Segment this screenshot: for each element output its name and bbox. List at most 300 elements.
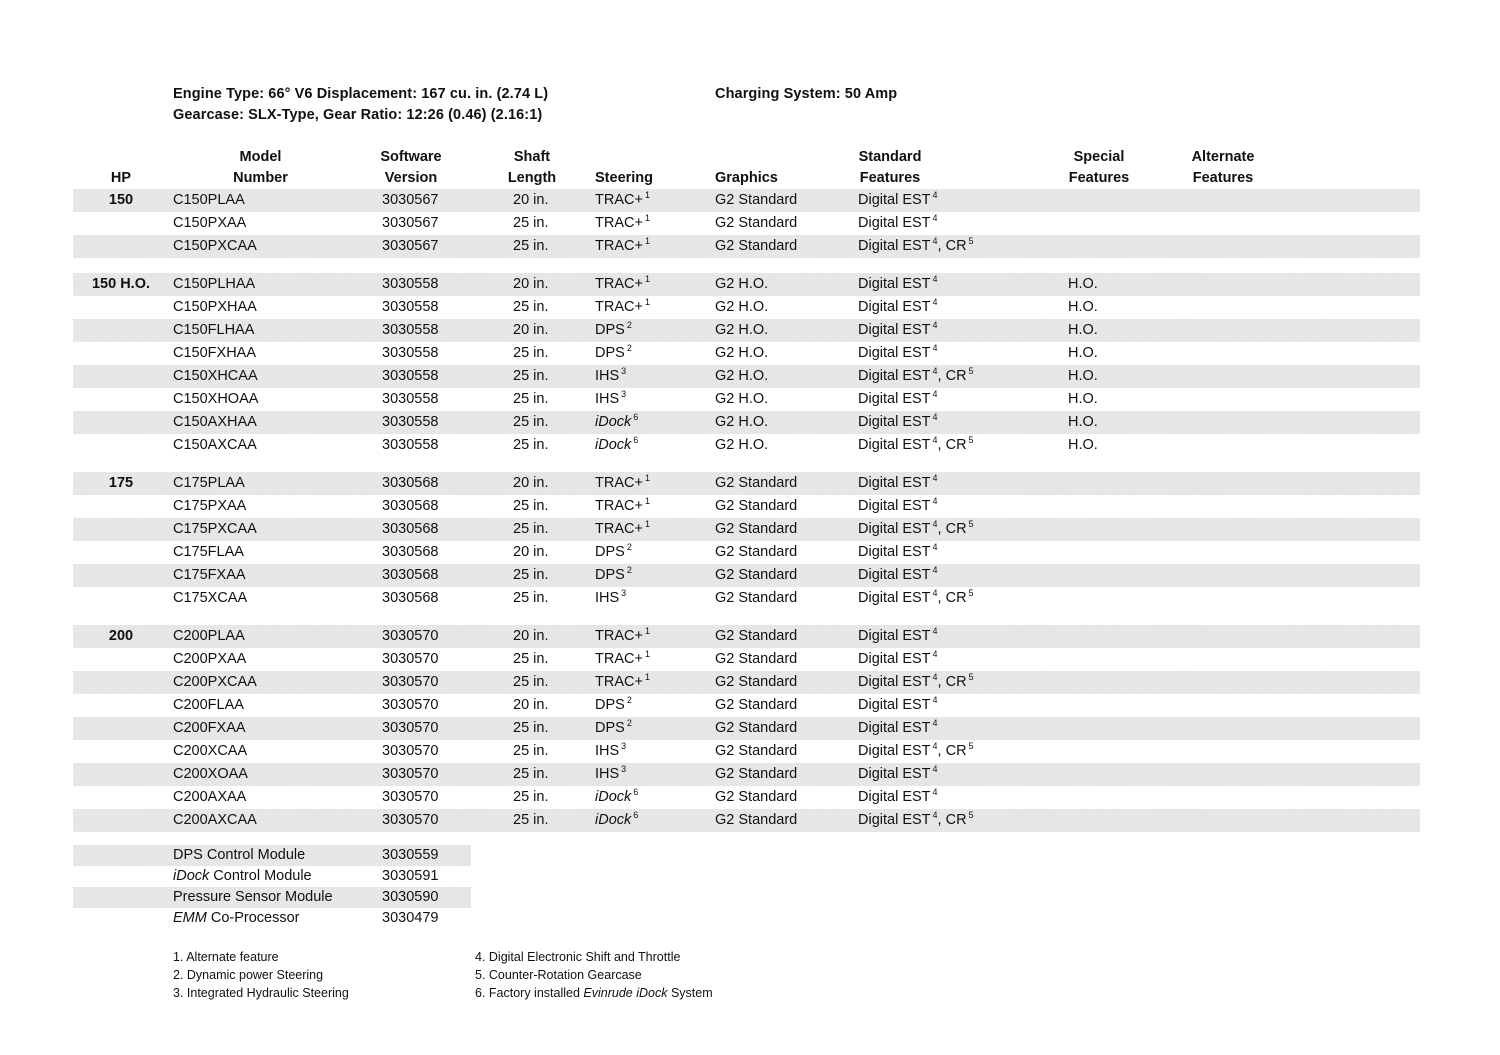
model-number-cell: C200PXAA bbox=[173, 651, 247, 667]
standard-features-cell bbox=[858, 411, 938, 434]
table-row bbox=[73, 694, 1420, 717]
col-model-line1: Model bbox=[239, 149, 282, 165]
steering-footnote-ref: 1 bbox=[644, 496, 650, 506]
standard-features-cell bbox=[858, 235, 974, 258]
col-alternate-line2: Features bbox=[1192, 170, 1254, 186]
standard-footnote-ref: 4 bbox=[932, 412, 938, 422]
cr-footnote-ref: 5 bbox=[968, 741, 974, 751]
graphics-cell: G2 H.O. bbox=[715, 299, 769, 315]
module-name-text: Pressure Sensor Module bbox=[173, 889, 333, 905]
shaft-length-cell: 25 in. bbox=[513, 391, 549, 407]
special-features-cell: H.O. bbox=[1068, 414, 1098, 430]
cr-footnote-ref: 5 bbox=[968, 236, 974, 246]
shaft-length-cell: 25 in. bbox=[513, 498, 549, 514]
software-version-cell: 3030568 bbox=[382, 590, 439, 606]
software-version-cell: 3030568 bbox=[382, 498, 439, 514]
shaft-length-cell: 25 in. bbox=[513, 766, 549, 782]
steering-cell bbox=[595, 495, 650, 518]
shaft-length-cell: 25 in. bbox=[513, 674, 549, 690]
standard-features-text: Digital EST bbox=[858, 437, 931, 453]
graphics-cell: G2 H.O. bbox=[715, 276, 769, 292]
steering-cell bbox=[595, 564, 632, 587]
standard-features-text: Digital EST bbox=[858, 720, 931, 736]
steering-cell bbox=[595, 296, 650, 319]
standard-footnote-ref: 4 bbox=[932, 343, 938, 353]
model-number-cell: C150AXHAA bbox=[173, 414, 257, 430]
model-number-cell: C200PXCAA bbox=[173, 674, 257, 690]
steering-cell bbox=[595, 342, 632, 365]
standard-footnote-ref: 4 bbox=[932, 519, 938, 529]
steering-cell bbox=[595, 809, 638, 832]
table-row bbox=[73, 388, 1420, 411]
footnote-after-text: System bbox=[667, 986, 713, 1000]
steering-footnote-ref: 3 bbox=[621, 588, 627, 598]
steering-cell bbox=[595, 273, 650, 296]
footnote-item bbox=[475, 984, 713, 1002]
col-special-line2: Features bbox=[1068, 170, 1130, 186]
steering-text: DPS bbox=[595, 697, 625, 713]
steering-footnote-ref: 6 bbox=[633, 412, 639, 422]
steering-text: iDock bbox=[595, 414, 632, 430]
steering-text: TRAC+ bbox=[595, 192, 643, 208]
software-version-cell: 3030558 bbox=[382, 414, 439, 430]
steering-text: iDock bbox=[595, 437, 632, 453]
graphics-cell: G2 H.O. bbox=[715, 322, 769, 338]
footnote-item bbox=[475, 966, 642, 984]
module-name-cell bbox=[173, 845, 305, 866]
standard-footnote-ref: 4 bbox=[932, 810, 938, 820]
module-name-text: Control Module bbox=[209, 868, 312, 884]
standard-features-text: Digital EST bbox=[858, 475, 931, 491]
table-row bbox=[73, 786, 1420, 809]
shaft-length-cell: 20 in. bbox=[513, 322, 549, 338]
steering-text: DPS bbox=[595, 544, 625, 560]
footnote-item: 3. Integrated Hydraulic Steering bbox=[173, 986, 349, 1000]
software-version-cell: 3030558 bbox=[382, 345, 439, 361]
shaft-length-cell: 25 in. bbox=[513, 567, 549, 583]
standard-footnote-ref: 4 bbox=[932, 496, 938, 506]
steering-cell bbox=[595, 518, 650, 541]
standard-features-text: Digital EST bbox=[858, 521, 931, 537]
steering-text: DPS bbox=[595, 720, 625, 736]
table-row bbox=[73, 809, 1420, 832]
shaft-length-cell: 20 in. bbox=[513, 544, 549, 560]
special-features-cell: H.O. bbox=[1068, 345, 1098, 361]
standard-footnote-ref: 4 bbox=[932, 213, 938, 223]
standard-features-cell bbox=[858, 564, 938, 587]
table-row bbox=[73, 648, 1420, 671]
col-shaft-line2: Length bbox=[507, 170, 557, 186]
software-version-cell: 3030558 bbox=[382, 391, 439, 407]
module-name-cell bbox=[173, 908, 300, 929]
graphics-cell: G2 Standard bbox=[715, 697, 798, 713]
standard-features-text: Digital EST bbox=[858, 789, 931, 805]
steering-text: TRAC+ bbox=[595, 299, 643, 315]
shaft-length-cell: 25 in. bbox=[513, 720, 549, 736]
software-version-cell: 3030570 bbox=[382, 812, 439, 828]
graphics-cell: G2 Standard bbox=[715, 521, 798, 537]
cr-text: , CR bbox=[937, 238, 967, 254]
col-alternate-line1: Alternate bbox=[1191, 149, 1255, 165]
standard-footnote-ref: 4 bbox=[932, 274, 938, 284]
standard-features-text: Digital EST bbox=[858, 368, 931, 384]
steering-cell bbox=[595, 786, 638, 809]
standard-features-cell bbox=[858, 189, 938, 212]
footnote-item bbox=[475, 948, 680, 966]
cr-text: , CR bbox=[937, 368, 967, 384]
standard-footnote-ref: 4 bbox=[932, 672, 938, 682]
module-row bbox=[73, 887, 471, 908]
standard-footnote-ref: 4 bbox=[932, 389, 938, 399]
steering-footnote-ref: 1 bbox=[644, 274, 650, 284]
steering-footnote-ref: 2 bbox=[626, 695, 632, 705]
table-row bbox=[73, 189, 1420, 212]
model-number-cell: C175FLAA bbox=[173, 544, 244, 560]
graphics-cell: G2 H.O. bbox=[715, 437, 769, 453]
steering-cell bbox=[595, 189, 650, 212]
steering-cell bbox=[595, 235, 650, 258]
standard-footnote-ref: 4 bbox=[932, 787, 938, 797]
steering-footnote-ref: 6 bbox=[633, 810, 639, 820]
shaft-length-cell: 25 in. bbox=[513, 437, 549, 453]
standard-footnote-ref: 4 bbox=[932, 236, 938, 246]
module-software-cell: 3030559 bbox=[382, 847, 439, 863]
steering-text: IHS bbox=[595, 391, 620, 407]
module-name-cell bbox=[173, 887, 333, 908]
footnote-text: 5. Counter-Rotation Gearcase bbox=[475, 968, 642, 982]
shaft-length-cell: 25 in. bbox=[513, 590, 549, 606]
model-number-cell: C200XCAA bbox=[173, 743, 248, 759]
shaft-length-cell: 20 in. bbox=[513, 276, 549, 292]
hp-cell: 175 bbox=[108, 475, 134, 491]
software-version-cell: 3030558 bbox=[382, 322, 439, 338]
standard-features-cell bbox=[858, 365, 974, 388]
standard-features-text: Digital EST bbox=[858, 628, 931, 644]
table-row bbox=[73, 587, 1420, 610]
standard-features-text: Digital EST bbox=[858, 697, 931, 713]
steering-cell bbox=[595, 717, 632, 740]
module-name-italic: iDock bbox=[173, 868, 210, 884]
steering-cell bbox=[595, 434, 638, 457]
col-hp: HP bbox=[110, 170, 132, 186]
table-row bbox=[73, 671, 1420, 694]
software-version-cell: 3030567 bbox=[382, 215, 439, 231]
gearcase-line: Gearcase: SLX-Type, Gear Ratio: 12:26 (0.46) (2.16:1) bbox=[173, 107, 543, 123]
module-software-cell: 3030479 bbox=[382, 910, 439, 926]
shaft-length-cell: 25 in. bbox=[513, 789, 549, 805]
shaft-length-cell: 20 in. bbox=[513, 697, 549, 713]
module-row bbox=[73, 866, 471, 887]
steering-text: TRAC+ bbox=[595, 475, 643, 491]
table-row bbox=[73, 273, 1420, 296]
table-row bbox=[73, 235, 1420, 258]
shaft-length-cell: 25 in. bbox=[513, 651, 549, 667]
graphics-cell: G2 Standard bbox=[715, 215, 798, 231]
standard-features-cell bbox=[858, 671, 974, 694]
table-row bbox=[73, 472, 1420, 495]
standard-features-cell bbox=[858, 587, 974, 610]
col-shaft-line1: Shaft bbox=[513, 149, 551, 165]
col-model-line2: Number bbox=[233, 170, 288, 186]
steering-text: TRAC+ bbox=[595, 276, 643, 292]
model-number-cell: C175PXAA bbox=[173, 498, 247, 514]
special-features-cell: H.O. bbox=[1068, 276, 1098, 292]
graphics-cell: G2 H.O. bbox=[715, 391, 769, 407]
table-row bbox=[73, 411, 1420, 434]
standard-features-text: Digital EST bbox=[858, 498, 931, 514]
steering-footnote-ref: 2 bbox=[626, 542, 632, 552]
steering-cell bbox=[595, 671, 650, 694]
model-number-cell: C150FLHAA bbox=[173, 322, 255, 338]
standard-features-cell bbox=[858, 319, 938, 342]
model-number-cell: C150FXHAA bbox=[173, 345, 257, 361]
model-number-cell: C200FLAA bbox=[173, 697, 244, 713]
charging-system-line: Charging System: 50 Amp bbox=[715, 86, 898, 102]
standard-footnote-ref: 4 bbox=[932, 473, 938, 483]
model-number-cell: C150XHCAA bbox=[173, 368, 258, 384]
steering-footnote-ref: 2 bbox=[626, 718, 632, 728]
footnote-italic-text: Evinrude iDock bbox=[583, 986, 668, 1000]
standard-features-text: Digital EST bbox=[858, 238, 931, 254]
model-number-cell: C150PXAA bbox=[173, 215, 247, 231]
software-version-cell: 3030558 bbox=[382, 299, 439, 315]
graphics-cell: G2 Standard bbox=[715, 590, 798, 606]
standard-footnote-ref: 4 bbox=[932, 718, 938, 728]
shaft-length-cell: 20 in. bbox=[513, 628, 549, 644]
standard-features-text: Digital EST bbox=[858, 391, 931, 407]
shaft-length-cell: 25 in. bbox=[513, 345, 549, 361]
standard-footnote-ref: 4 bbox=[932, 297, 938, 307]
module-name-text: DPS Control Module bbox=[173, 847, 306, 863]
standard-features-cell bbox=[858, 495, 938, 518]
model-number-cell: C200XOAA bbox=[173, 766, 248, 782]
software-version-cell: 3030568 bbox=[382, 544, 439, 560]
model-number-cell: C150PXCAA bbox=[173, 238, 257, 254]
steering-text: IHS bbox=[595, 766, 620, 782]
cr-text: , CR bbox=[937, 674, 967, 690]
steering-text: IHS bbox=[595, 743, 620, 759]
steering-cell bbox=[595, 625, 650, 648]
standard-features-cell bbox=[858, 648, 938, 671]
hp-cell: 150 H.O. bbox=[91, 276, 151, 292]
shaft-length-cell: 20 in. bbox=[513, 192, 549, 208]
shaft-length-cell: 25 in. bbox=[513, 743, 549, 759]
steering-cell bbox=[595, 694, 632, 717]
standard-footnote-ref: 4 bbox=[932, 320, 938, 330]
steering-text: DPS bbox=[595, 567, 625, 583]
standard-features-text: Digital EST bbox=[858, 322, 931, 338]
steering-footnote-ref: 1 bbox=[644, 236, 650, 246]
steering-footnote-ref: 1 bbox=[644, 473, 650, 483]
steering-cell bbox=[595, 365, 626, 388]
software-version-cell: 3030558 bbox=[382, 276, 439, 292]
cr-text: , CR bbox=[937, 743, 967, 759]
footnote-item: 2. Dynamic power Steering bbox=[173, 968, 324, 982]
model-number-cell: C200FXAA bbox=[173, 720, 246, 736]
graphics-cell: G2 Standard bbox=[715, 743, 798, 759]
cr-footnote-ref: 5 bbox=[968, 435, 974, 445]
steering-footnote-ref: 6 bbox=[633, 787, 639, 797]
standard-features-text: Digital EST bbox=[858, 544, 931, 560]
steering-text: DPS bbox=[595, 345, 625, 361]
special-features-cell: H.O. bbox=[1068, 368, 1098, 384]
software-version-cell: 3030558 bbox=[382, 437, 439, 453]
graphics-cell: G2 Standard bbox=[715, 674, 798, 690]
standard-footnote-ref: 4 bbox=[932, 764, 938, 774]
steering-footnote-ref: 6 bbox=[633, 435, 639, 445]
model-number-cell: C150PLHAA bbox=[173, 276, 256, 292]
standard-footnote-ref: 4 bbox=[932, 565, 938, 575]
table-row bbox=[73, 717, 1420, 740]
cr-footnote-ref: 5 bbox=[968, 588, 974, 598]
model-number-cell: C150PXHAA bbox=[173, 299, 257, 315]
shaft-length-cell: 25 in. bbox=[513, 521, 549, 537]
standard-features-text: Digital EST bbox=[858, 192, 931, 208]
engine-type-line: Engine Type: 66° V6 Displacement: 167 cu. in. (2.74 L) bbox=[173, 86, 549, 102]
table-row bbox=[73, 518, 1420, 541]
model-number-cell: C175XCAA bbox=[173, 590, 248, 606]
table-row bbox=[73, 365, 1420, 388]
steering-text: iDock bbox=[595, 789, 632, 805]
model-number-cell: C200AXCAA bbox=[173, 812, 257, 828]
steering-text: IHS bbox=[595, 590, 620, 606]
standard-footnote-ref: 4 bbox=[932, 649, 938, 659]
hp-cell: 150 bbox=[108, 192, 134, 208]
graphics-cell: G2 Standard bbox=[715, 238, 798, 254]
footnote-text: 4. Digital Electronic Shift and Throttle bbox=[475, 950, 681, 964]
shaft-length-cell: 25 in. bbox=[513, 238, 549, 254]
steering-text: TRAC+ bbox=[595, 651, 643, 667]
table-row bbox=[73, 319, 1420, 342]
model-number-cell: C200PLAA bbox=[173, 628, 245, 644]
standard-features-cell bbox=[858, 518, 974, 541]
standard-footnote-ref: 4 bbox=[932, 695, 938, 705]
software-version-cell: 3030570 bbox=[382, 720, 439, 736]
standard-features-cell bbox=[858, 763, 938, 786]
cr-text: , CR bbox=[937, 590, 967, 606]
standard-features-cell bbox=[858, 625, 938, 648]
module-row bbox=[73, 908, 471, 929]
software-version-cell: 3030567 bbox=[382, 238, 439, 254]
steering-footnote-ref: 1 bbox=[644, 519, 650, 529]
standard-features-text: Digital EST bbox=[858, 299, 931, 315]
special-features-cell: H.O. bbox=[1068, 437, 1098, 453]
steering-footnote-ref: 3 bbox=[621, 764, 627, 774]
standard-features-cell bbox=[858, 212, 938, 235]
software-version-cell: 3030570 bbox=[382, 697, 439, 713]
col-standard-line2: Features bbox=[859, 170, 921, 186]
standard-footnote-ref: 4 bbox=[932, 588, 938, 598]
steering-text: TRAC+ bbox=[595, 521, 643, 537]
module-name-italic: EMM bbox=[173, 910, 207, 926]
model-number-cell: C200AXAA bbox=[173, 789, 247, 805]
standard-features-text: Digital EST bbox=[858, 414, 931, 430]
cr-text: , CR bbox=[937, 437, 967, 453]
model-number-cell: C150AXCAA bbox=[173, 437, 257, 453]
software-version-cell: 3030570 bbox=[382, 766, 439, 782]
graphics-cell: G2 Standard bbox=[715, 812, 798, 828]
shaft-length-cell: 25 in. bbox=[513, 299, 549, 315]
standard-features-text: Digital EST bbox=[858, 276, 931, 292]
table-row bbox=[73, 541, 1420, 564]
table-row bbox=[73, 296, 1420, 319]
steering-cell bbox=[595, 411, 638, 434]
footnote-text: 6. Factory installed bbox=[475, 986, 584, 1000]
standard-features-text: Digital EST bbox=[858, 345, 931, 361]
standard-features-cell bbox=[858, 472, 938, 495]
steering-text: TRAC+ bbox=[595, 674, 643, 690]
module-name-cell bbox=[173, 866, 312, 887]
software-version-cell: 3030558 bbox=[382, 368, 439, 384]
table-row bbox=[73, 740, 1420, 763]
steering-text: DPS bbox=[595, 322, 625, 338]
graphics-cell: G2 H.O. bbox=[715, 414, 769, 430]
graphics-cell: G2 H.O. bbox=[715, 368, 769, 384]
cr-text: , CR bbox=[937, 812, 967, 828]
graphics-cell: G2 Standard bbox=[715, 789, 798, 805]
shaft-length-cell: 25 in. bbox=[513, 215, 549, 231]
model-number-cell: C150XHOAA bbox=[173, 391, 259, 407]
graphics-cell: G2 Standard bbox=[715, 720, 798, 736]
shaft-length-cell: 25 in. bbox=[513, 414, 549, 430]
steering-cell bbox=[595, 740, 626, 763]
col-software-line2: Version bbox=[384, 170, 438, 186]
cr-footnote-ref: 5 bbox=[968, 366, 974, 376]
graphics-cell: G2 Standard bbox=[715, 628, 798, 644]
shaft-length-cell: 25 in. bbox=[513, 812, 549, 828]
shaft-length-cell: 20 in. bbox=[513, 475, 549, 491]
standard-features-text: Digital EST bbox=[858, 590, 931, 606]
graphics-cell: G2 Standard bbox=[715, 766, 798, 782]
special-features-cell: H.O. bbox=[1068, 391, 1098, 407]
module-software-cell: 3030591 bbox=[382, 868, 439, 884]
steering-footnote-ref: 1 bbox=[644, 190, 650, 200]
col-standard-line1: Standard bbox=[858, 149, 922, 165]
software-version-cell: 3030570 bbox=[382, 628, 439, 644]
col-graphics: Graphics bbox=[715, 170, 778, 186]
module-row bbox=[73, 845, 471, 866]
graphics-cell: G2 Standard bbox=[715, 651, 798, 667]
table-row bbox=[73, 342, 1420, 365]
model-number-cell: C175FXAA bbox=[173, 567, 246, 583]
software-version-cell: 3030568 bbox=[382, 521, 439, 537]
steering-footnote-ref: 1 bbox=[644, 297, 650, 307]
steering-text: TRAC+ bbox=[595, 238, 643, 254]
steering-cell bbox=[595, 212, 650, 235]
software-version-cell: 3030570 bbox=[382, 789, 439, 805]
steering-footnote-ref: 2 bbox=[626, 565, 632, 575]
software-version-cell: 3030570 bbox=[382, 651, 439, 667]
shaft-length-cell: 25 in. bbox=[513, 368, 549, 384]
special-features-cell: H.O. bbox=[1068, 322, 1098, 338]
steering-text: TRAC+ bbox=[595, 215, 643, 231]
steering-cell bbox=[595, 763, 626, 786]
model-number-cell: C175PXCAA bbox=[173, 521, 257, 537]
graphics-cell: G2 Standard bbox=[715, 544, 798, 560]
steering-cell bbox=[595, 648, 650, 671]
standard-footnote-ref: 4 bbox=[932, 435, 938, 445]
standard-features-text: Digital EST bbox=[858, 567, 931, 583]
steering-text: IHS bbox=[595, 368, 620, 384]
standard-features-cell bbox=[858, 786, 938, 809]
module-software-cell: 3030590 bbox=[382, 889, 439, 905]
cr-footnote-ref: 5 bbox=[968, 519, 974, 529]
col-steering: Steering bbox=[595, 170, 654, 186]
steering-footnote-ref: 2 bbox=[626, 320, 632, 330]
steering-footnote-ref: 1 bbox=[644, 649, 650, 659]
steering-footnote-ref: 1 bbox=[644, 626, 650, 636]
graphics-cell: G2 H.O. bbox=[715, 345, 769, 361]
